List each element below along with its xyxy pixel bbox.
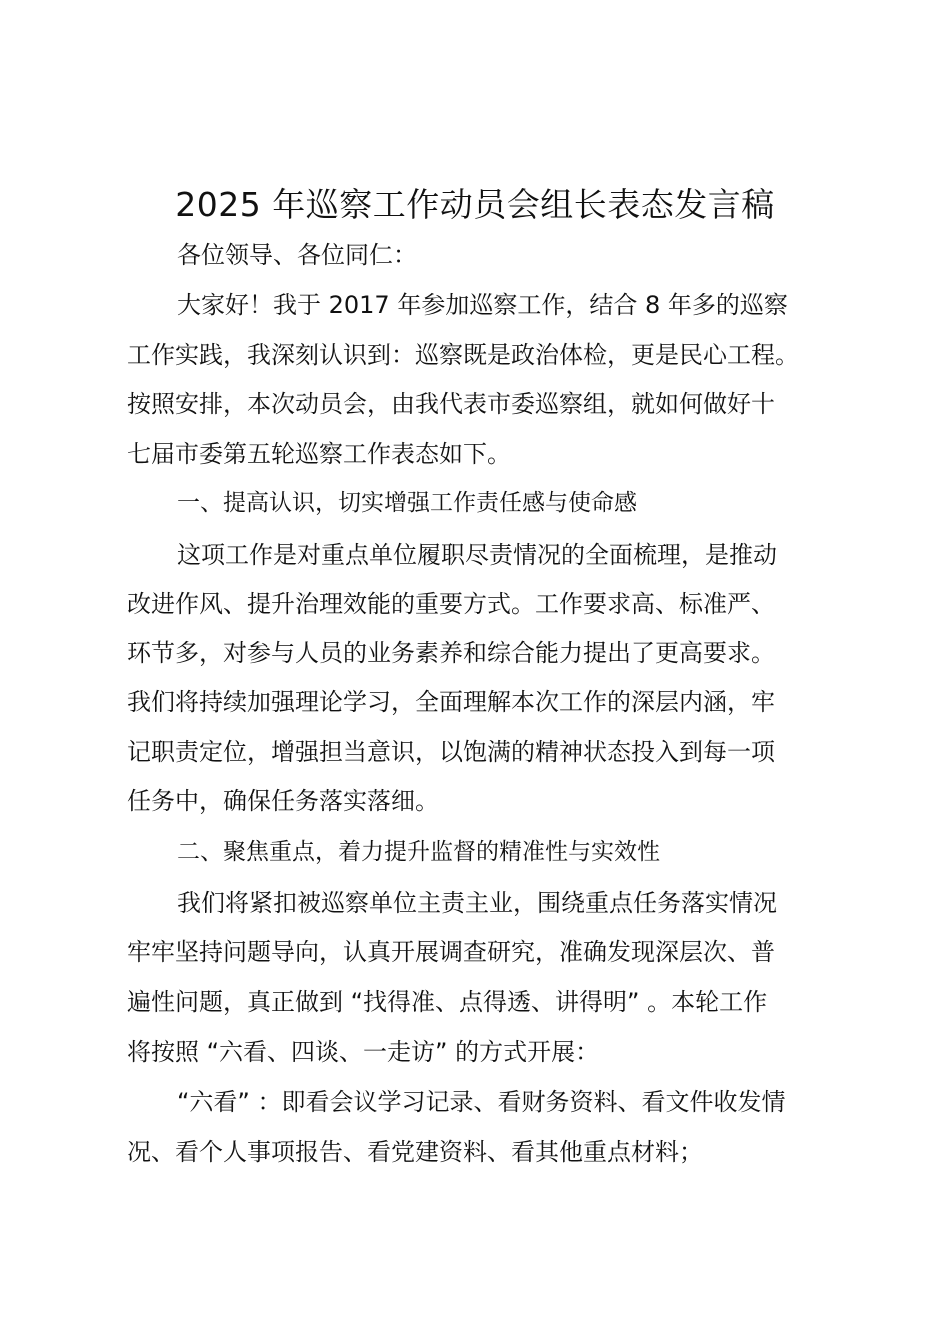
paragraph-line: 改进作风、提升治理效能的重要方式。工作要求高、标准严、 bbox=[127, 590, 775, 618]
paragraph-line: 工作实践，我深刻认识到：巡察既是政治体检，更是民心工程。 bbox=[127, 341, 799, 369]
paragraph-line: 我们将紧扣被巡察单位主责主业，围绕重点任务落实情况 bbox=[177, 889, 777, 917]
paragraph-line: 这项工作是对重点单位履职尽责情况的全面梳理，是推动 bbox=[177, 541, 777, 569]
paragraph-line: 按照安排，本次动员会，由我代表市委巡察组，就如何做好十 bbox=[127, 390, 775, 418]
paragraph-line: 环节多，对参与人员的业务素养和综合能力提出了更高要求。 bbox=[127, 639, 775, 667]
paragraph-line: “六看” ：即看会议学习记录、看财务资料、看文件收发情 bbox=[177, 1088, 786, 1116]
paragraph-line: 我们将持续加强理论学习，全面理解本次工作的深层内涵，牢 bbox=[127, 688, 775, 716]
section-heading-1: 一、提高认识，切实增强工作责任感与使命感 bbox=[177, 490, 637, 516]
paragraph-line: 况、看个人事项报告、看党建资料、看其他重点材料； bbox=[127, 1138, 703, 1166]
paragraph-line: 牢牢坚持问题导向，认真开展调查研究，准确发现深层次、普 bbox=[127, 938, 775, 966]
paragraph-line: 遍性问题，真正做到 “找得准、点得透、讲得明” 。本轮工作 bbox=[127, 988, 768, 1016]
paragraph-line: 将按照 “六看、四谈、一走访” 的方式开展： bbox=[127, 1038, 600, 1066]
section-heading-2: 二、聚焦重点，着力提升监督的精准性与实效性 bbox=[177, 839, 660, 865]
document-title: 2025 年巡察工作动员会组长表态发言稿 bbox=[175, 185, 775, 224]
paragraph-line: 记职责定位，增强担当意识，以饱满的精神状态投入到每一项 bbox=[127, 738, 775, 766]
paragraph-line: 大家好！我于 2017 年参加巡察工作，结合 8 年多的巡察 bbox=[177, 291, 788, 319]
paragraph-line: 七届市委第五轮巡察工作表态如下。 bbox=[127, 440, 511, 468]
paragraph-line: 任务中，确保任务落实落细。 bbox=[127, 787, 439, 815]
salutation: 各位领导、各位同仁： bbox=[177, 241, 417, 269]
